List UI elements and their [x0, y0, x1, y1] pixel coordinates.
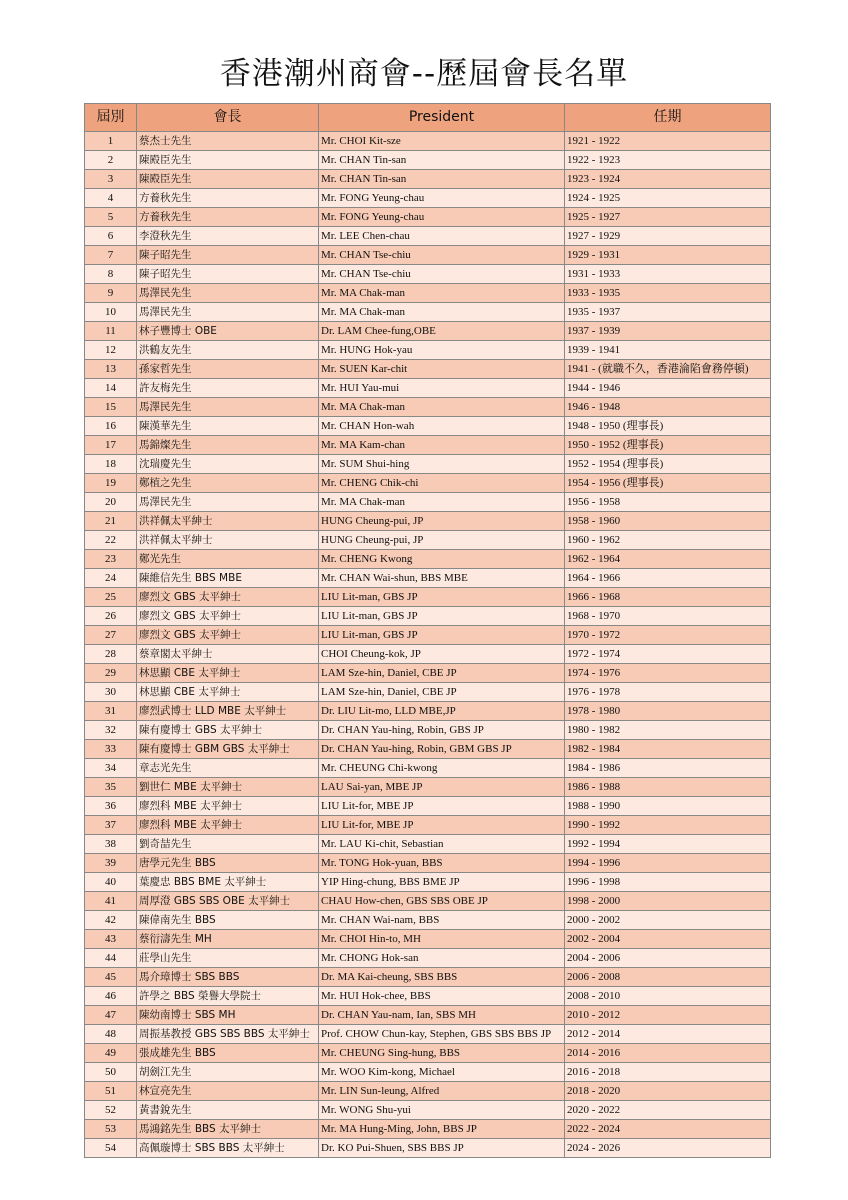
cell-term-number: 15 — [85, 398, 137, 417]
cell-term-period: 1929 - 1931 — [565, 246, 771, 265]
cell-english-name: Mr. TONG Hok-yuan, BBS — [319, 854, 565, 873]
table-row — [85, 854, 771, 873]
cell-term-number: 10 — [85, 303, 137, 322]
cell-chinese-name: 林思顯 CBE 太平紳士 — [137, 664, 319, 683]
cell-term-number: 8 — [85, 265, 137, 284]
cell-term-period: 1978 - 1980 — [565, 702, 771, 721]
table-row — [85, 379, 771, 398]
table-row — [85, 512, 771, 531]
cell-term-period: 1952 - 1954 (理事長) — [565, 455, 771, 474]
cell-chinese-name: 馬澤民先生 — [137, 284, 319, 303]
cell-chinese-name: 蔡杰士先生 — [137, 132, 319, 151]
cell-english-name: YIP Hing-chung, BBS BME JP — [319, 873, 565, 892]
cell-chinese-name: 林宣亮先生 — [137, 1082, 319, 1101]
table-row — [85, 398, 771, 417]
cell-chinese-name: 許學之 BBS 榮譽大學院士 — [137, 987, 319, 1006]
cell-chinese-name: 鄭光先生 — [137, 550, 319, 569]
cell-term-period: 1994 - 1996 — [565, 854, 771, 873]
cell-english-name: Mr. LAU Ki-chit, Sebastian — [319, 835, 565, 854]
cell-term-number: 36 — [85, 797, 137, 816]
cell-chinese-name: 廖烈武博士 LLD MBE 太平紳士 — [137, 702, 319, 721]
cell-english-name: Dr. CHAN Yau-hing, Robin, GBS JP — [319, 721, 565, 740]
cell-english-name: Mr. WONG Shu-yui — [319, 1101, 565, 1120]
cell-term-number: 46 — [85, 987, 137, 1006]
cell-english-name: Mr. HUI Hok-chee, BBS — [319, 987, 565, 1006]
table-row — [85, 626, 771, 645]
cell-term-period: 1958 - 1960 — [565, 512, 771, 531]
cell-term-number: 7 — [85, 246, 137, 265]
cell-chinese-name: 陳有慶博士 GBM GBS 太平紳士 — [137, 740, 319, 759]
table-row — [85, 987, 771, 1006]
cell-chinese-name: 陳幼南博士 SBS MH — [137, 1006, 319, 1025]
cell-english-name: Prof. CHOW Chun-kay, Stephen, GBS SBS BBS JP — [319, 1025, 565, 1044]
table-row — [85, 474, 771, 493]
page-title: 香港潮州商會--歷屆會長名單 — [219, 56, 629, 92]
cell-chinese-name: 陳偉南先生 BBS — [137, 911, 319, 930]
cell-term-period: 1980 - 1982 — [565, 721, 771, 740]
cell-term-period: 1988 - 1990 — [565, 797, 771, 816]
cell-term-number: 25 — [85, 588, 137, 607]
cell-term-period: 2020 - 2022 — [565, 1101, 771, 1120]
cell-term-period: 1925 - 1927 — [565, 208, 771, 227]
cell-term-period: 1937 - 1939 — [565, 322, 771, 341]
cell-term-number: 48 — [85, 1025, 137, 1044]
cell-english-name: Dr. KO Pui-Shuen, SBS BBS JP — [319, 1139, 565, 1158]
cell-chinese-name: 胡劍江先生 — [137, 1063, 319, 1082]
cell-term-period: 1974 - 1976 — [565, 664, 771, 683]
table-row — [85, 892, 771, 911]
cell-chinese-name: 陳子昭先生 — [137, 265, 319, 284]
cell-chinese-name: 馬錦燦先生 — [137, 436, 319, 455]
cell-chinese-name: 高佩璇博士 SBS BBS 太平紳士 — [137, 1139, 319, 1158]
table-row — [85, 797, 771, 816]
cell-term-number: 27 — [85, 626, 137, 645]
table-row — [85, 645, 771, 664]
cell-term-period: 1970 - 1972 — [565, 626, 771, 645]
cell-term-number: 33 — [85, 740, 137, 759]
cell-term-period: 1976 - 1978 — [565, 683, 771, 702]
cell-english-name: HUNG Cheung-pui, JP — [319, 531, 565, 550]
table-row — [85, 1063, 771, 1082]
table-body — [85, 132, 771, 1158]
cell-term-period: 2024 - 2026 — [565, 1139, 771, 1158]
cell-english-name: Mr. LIN Sun-leung, Alfred — [319, 1082, 565, 1101]
cell-chinese-name: 陳殿臣先生 — [137, 170, 319, 189]
cell-term-period: 1962 - 1964 — [565, 550, 771, 569]
cell-chinese-name: 周厚澄 GBS SBS OBE 太平紳士 — [137, 892, 319, 911]
table-row — [85, 246, 771, 265]
cell-term-period: 1972 - 1974 — [565, 645, 771, 664]
cell-term-period: 2022 - 2024 — [565, 1120, 771, 1139]
cell-chinese-name: 孫家哲先生 — [137, 360, 319, 379]
cell-english-name: Mr. CHONG Hok-san — [319, 949, 565, 968]
cell-term-number: 34 — [85, 759, 137, 778]
cell-english-name: Mr. MA Chak-man — [319, 493, 565, 512]
cell-term-number: 4 — [85, 189, 137, 208]
cell-chinese-name: 黃書銳先生 — [137, 1101, 319, 1120]
cell-chinese-name: 鄭植之先生 — [137, 474, 319, 493]
cell-term-period: 2010 - 2012 — [565, 1006, 771, 1025]
table-row — [85, 341, 771, 360]
cell-term-period: 1968 - 1970 — [565, 607, 771, 626]
cell-term-period: 2006 - 2008 — [565, 968, 771, 987]
cell-chinese-name: 蔡衍濤先生 MH — [137, 930, 319, 949]
table-row — [85, 227, 771, 246]
table-row — [85, 1044, 771, 1063]
cell-term-number: 14 — [85, 379, 137, 398]
cell-term-number: 44 — [85, 949, 137, 968]
cell-term-number: 45 — [85, 968, 137, 987]
cell-chinese-name: 馬澤民先生 — [137, 398, 319, 417]
cell-term-period: 1960 - 1962 — [565, 531, 771, 550]
table-row — [85, 873, 771, 892]
cell-chinese-name: 林思顯 CBE 太平紳士 — [137, 683, 319, 702]
cell-term-number: 35 — [85, 778, 137, 797]
cell-term-period: 1966 - 1968 — [565, 588, 771, 607]
cell-chinese-name: 方養秋先生 — [137, 208, 319, 227]
cell-english-name: CHAU How-chen, GBS SBS OBE JP — [319, 892, 565, 911]
cell-english-name: Dr. LIU Lit-mo, LLD MBE,JP — [319, 702, 565, 721]
table-row — [85, 778, 771, 797]
cell-english-name: Mr. MA Kam-chan — [319, 436, 565, 455]
table-row — [85, 322, 771, 341]
table-row — [85, 550, 771, 569]
cell-term-number: 6 — [85, 227, 137, 246]
cell-chinese-name: 莊學山先生 — [137, 949, 319, 968]
cell-term-period: 1986 - 1988 — [565, 778, 771, 797]
cell-english-name: Mr. WOO Kim-kong, Michael — [319, 1063, 565, 1082]
table-row — [85, 1006, 771, 1025]
cell-chinese-name: 馬鴻銘先生 BBS 太平紳士 — [137, 1120, 319, 1139]
cell-term-number: 1 — [85, 132, 137, 151]
cell-term-number: 3 — [85, 170, 137, 189]
cell-term-period: 2004 - 2006 — [565, 949, 771, 968]
table-row — [85, 607, 771, 626]
cell-term-number: 30 — [85, 683, 137, 702]
cell-term-period: 1984 - 1986 — [565, 759, 771, 778]
cell-chinese-name: 葉慶忠 BBS BME 太平紳士 — [137, 873, 319, 892]
cell-chinese-name: 沈瑞慶先生 — [137, 455, 319, 474]
cell-english-name: Dr. CHAN Yau-nam, Ian, SBS MH — [319, 1006, 565, 1025]
cell-term-period: 1933 - 1935 — [565, 284, 771, 303]
cell-term-period: 1941 - (就職不久，香港淪陷會務停頓) — [565, 360, 771, 379]
cell-term-number: 53 — [85, 1120, 137, 1139]
cell-term-number: 5 — [85, 208, 137, 227]
cell-english-name: Mr. LEE Chen-chau — [319, 227, 565, 246]
cell-term-number: 12 — [85, 341, 137, 360]
table-row — [85, 702, 771, 721]
cell-term-period: 1922 - 1923 — [565, 151, 771, 170]
cell-term-number: 24 — [85, 569, 137, 588]
cell-term-period: 2002 - 2004 — [565, 930, 771, 949]
cell-english-name: Mr. CHEUNG Chi-kwong — [319, 759, 565, 778]
cell-english-name: Dr. LAM Chee-fung,OBE — [319, 322, 565, 341]
cell-term-period: 1924 - 1925 — [565, 189, 771, 208]
header-term-number: 屆別 — [85, 104, 137, 132]
cell-term-number: 39 — [85, 854, 137, 873]
table-row — [85, 170, 771, 189]
table-row — [85, 1025, 771, 1044]
cell-chinese-name: 林子豐博士 OBE — [137, 322, 319, 341]
cell-term-number: 49 — [85, 1044, 137, 1063]
table-row — [85, 493, 771, 512]
cell-english-name: Mr. MA Chak-man — [319, 398, 565, 417]
cell-chinese-name: 陳漢華先生 — [137, 417, 319, 436]
table-row — [85, 455, 771, 474]
table-row — [85, 835, 771, 854]
cell-chinese-name: 蔡章閣太平紳士 — [137, 645, 319, 664]
table-row — [85, 911, 771, 930]
cell-term-period: 1923 - 1924 — [565, 170, 771, 189]
cell-term-number: 43 — [85, 930, 137, 949]
cell-chinese-name: 陳殿臣先生 — [137, 151, 319, 170]
cell-chinese-name: 洪祥佩太平紳士 — [137, 512, 319, 531]
cell-term-number: 20 — [85, 493, 137, 512]
cell-term-period: 1946 - 1948 — [565, 398, 771, 417]
cell-english-name: CHOI Cheung-kok, JP — [319, 645, 565, 664]
cell-english-name: Mr. CHENG Chik-chi — [319, 474, 565, 493]
table-row — [85, 303, 771, 322]
table-row — [85, 968, 771, 987]
cell-term-number: 54 — [85, 1139, 137, 1158]
cell-term-number: 52 — [85, 1101, 137, 1120]
cell-term-number: 2 — [85, 151, 137, 170]
cell-term-number: 22 — [85, 531, 137, 550]
cell-term-number: 17 — [85, 436, 137, 455]
cell-term-period: 1950 - 1952 (理事長) — [565, 436, 771, 455]
cell-term-number: 13 — [85, 360, 137, 379]
cell-english-name: LIU Lit-for, MBE JP — [319, 816, 565, 835]
table-row — [85, 132, 771, 151]
cell-term-number: 16 — [85, 417, 137, 436]
table-row — [85, 1101, 771, 1120]
table-row — [85, 189, 771, 208]
table-row — [85, 265, 771, 284]
table-row — [85, 208, 771, 227]
cell-english-name: LIU Lit-man, GBS JP — [319, 588, 565, 607]
cell-term-number: 28 — [85, 645, 137, 664]
cell-term-period: 1998 - 2000 — [565, 892, 771, 911]
cell-term-period: 2014 - 2016 — [565, 1044, 771, 1063]
header-term-period: 任期 — [565, 104, 771, 132]
cell-term-number: 47 — [85, 1006, 137, 1025]
table-row — [85, 531, 771, 550]
cell-term-period: 1996 - 1998 — [565, 873, 771, 892]
cell-term-period: 2016 - 2018 — [565, 1063, 771, 1082]
cell-term-number: 11 — [85, 322, 137, 341]
cell-term-period: 2000 - 2002 — [565, 911, 771, 930]
cell-english-name: Mr. HUI Yau-mui — [319, 379, 565, 398]
table-row — [85, 360, 771, 379]
table-row — [85, 664, 771, 683]
table-row — [85, 436, 771, 455]
cell-english-name: LIU Lit-man, GBS JP — [319, 626, 565, 645]
cell-term-period: 1939 - 1941 — [565, 341, 771, 360]
cell-term-number: 21 — [85, 512, 137, 531]
cell-term-period: 1992 - 1994 — [565, 835, 771, 854]
cell-term-number: 23 — [85, 550, 137, 569]
cell-term-number: 38 — [85, 835, 137, 854]
cell-term-period: 1927 - 1929 — [565, 227, 771, 246]
cell-term-number: 50 — [85, 1063, 137, 1082]
cell-english-name: Mr. CHEUNG Sing-hung, BBS — [319, 1044, 565, 1063]
cell-chinese-name: 洪祥佩太平紳士 — [137, 531, 319, 550]
header-english-name: President — [319, 104, 565, 132]
cell-term-number: 37 — [85, 816, 137, 835]
cell-english-name: LIU Lit-man, GBS JP — [319, 607, 565, 626]
cell-chinese-name: 馬澤民先生 — [137, 303, 319, 322]
cell-english-name: Mr. MA Hung-Ming, John, BBS JP — [319, 1120, 565, 1139]
table-row — [85, 417, 771, 436]
cell-chinese-name: 劉世仁 MBE 太平紳士 — [137, 778, 319, 797]
cell-english-name: Mr. MA Chak-man — [319, 284, 565, 303]
table-row — [85, 816, 771, 835]
cell-term-period: 1990 - 1992 — [565, 816, 771, 835]
table-row — [85, 740, 771, 759]
cell-english-name: Mr. CHAN Wai-nam, BBS — [319, 911, 565, 930]
table-row — [85, 949, 771, 968]
cell-term-period: 1948 - 1950 (理事長) — [565, 417, 771, 436]
table-row — [85, 1139, 771, 1158]
cell-english-name: Mr. CHOI Hin-to, MH — [319, 930, 565, 949]
cell-chinese-name: 陳子昭先生 — [137, 246, 319, 265]
cell-term-number: 19 — [85, 474, 137, 493]
cell-term-period: 1982 - 1984 — [565, 740, 771, 759]
cell-english-name: Dr. CHAN Yau-hing, Robin, GBM GBS JP — [319, 740, 565, 759]
cell-term-number: 9 — [85, 284, 137, 303]
cell-chinese-name: 馬介璋博士 SBS BBS — [137, 968, 319, 987]
cell-term-period: 1954 - 1956 (理事長) — [565, 474, 771, 493]
cell-term-number: 26 — [85, 607, 137, 626]
cell-term-number: 18 — [85, 455, 137, 474]
cell-chinese-name: 廖烈科 MBE 太平紳士 — [137, 816, 319, 835]
table-row — [85, 1120, 771, 1139]
table-header-row — [85, 104, 771, 132]
table-row — [85, 588, 771, 607]
cell-english-name: LIU Lit-for, MBE JP — [319, 797, 565, 816]
cell-chinese-name: 廖烈科 MBE 太平紳士 — [137, 797, 319, 816]
cell-chinese-name: 張成雄先生 BBS — [137, 1044, 319, 1063]
cell-english-name: Mr. MA Chak-man — [319, 303, 565, 322]
cell-chinese-name: 章志光先生 — [137, 759, 319, 778]
cell-english-name: Mr. SUM Shui-hing — [319, 455, 565, 474]
header-chinese-name: 會長 — [137, 104, 319, 132]
cell-chinese-name: 唐學元先生 BBS — [137, 854, 319, 873]
cell-english-name: Mr. FONG Yeung-chau — [319, 189, 565, 208]
cell-term-number: 32 — [85, 721, 137, 740]
cell-chinese-name: 劉奇喆先生 — [137, 835, 319, 854]
cell-chinese-name: 廖烈文 GBS 太平紳士 — [137, 607, 319, 626]
cell-term-period: 2018 - 2020 — [565, 1082, 771, 1101]
cell-english-name: Mr. FONG Yeung-chau — [319, 208, 565, 227]
table-row — [85, 759, 771, 778]
cell-term-period: 1956 - 1958 — [565, 493, 771, 512]
table-row — [85, 721, 771, 740]
cell-english-name: Mr. CHAN Hon-wah — [319, 417, 565, 436]
cell-chinese-name: 洪鶴友先生 — [137, 341, 319, 360]
cell-term-period: 2012 - 2014 — [565, 1025, 771, 1044]
cell-english-name: Mr. CHOI Kit-sze — [319, 132, 565, 151]
cell-chinese-name: 廖烈文 GBS 太平紳士 — [137, 626, 319, 645]
cell-english-name: Mr. CHAN Tin-san — [319, 151, 565, 170]
cell-english-name: Mr. CHAN Tse-chiu — [319, 265, 565, 284]
cell-english-name: HUNG Cheung-pui, JP — [319, 512, 565, 531]
cell-english-name: LAU Sai-yan, MBE JP — [319, 778, 565, 797]
table-row — [85, 284, 771, 303]
cell-english-name: Mr. HUNG Hok-yau — [319, 341, 565, 360]
table-row — [85, 930, 771, 949]
cell-english-name: Mr. CHENG Kwong — [319, 550, 565, 569]
cell-english-name: LAM Sze-hin, Daniel, CBE JP — [319, 683, 565, 702]
cell-term-number: 29 — [85, 664, 137, 683]
table-row — [85, 151, 771, 170]
cell-term-period: 1964 - 1966 — [565, 569, 771, 588]
cell-chinese-name: 廖烈文 GBS 太平紳士 — [137, 588, 319, 607]
cell-english-name: Mr. CHAN Tin-san — [319, 170, 565, 189]
presidents-table — [84, 103, 771, 1158]
cell-term-number: 51 — [85, 1082, 137, 1101]
cell-english-name: Mr. CHAN Tse-chiu — [319, 246, 565, 265]
cell-chinese-name: 陳維信先生 BBS MBE — [137, 569, 319, 588]
cell-term-number: 42 — [85, 911, 137, 930]
cell-chinese-name: 馬澤民先生 — [137, 493, 319, 512]
cell-term-period: 1931 - 1933 — [565, 265, 771, 284]
cell-chinese-name: 許友梅先生 — [137, 379, 319, 398]
cell-term-period: 2008 - 2010 — [565, 987, 771, 1006]
table-row — [85, 683, 771, 702]
cell-english-name: Dr. MA Kai-cheung, SBS BBS — [319, 968, 565, 987]
cell-english-name: LAM Sze-hin, Daniel, CBE JP — [319, 664, 565, 683]
cell-term-period: 1935 - 1937 — [565, 303, 771, 322]
cell-term-period: 1944 - 1946 — [565, 379, 771, 398]
cell-chinese-name: 李澄秋先生 — [137, 227, 319, 246]
table-row — [85, 569, 771, 588]
cell-chinese-name: 方養秋先生 — [137, 189, 319, 208]
cell-english-name: Mr. CHAN Wai-shun, BBS MBE — [319, 569, 565, 588]
cell-term-number: 31 — [85, 702, 137, 721]
cell-english-name: Mr. SUEN Kar-chit — [319, 360, 565, 379]
cell-chinese-name: 周振基教授 GBS SBS BBS 太平紳士 — [137, 1025, 319, 1044]
cell-term-period: 1921 - 1922 — [565, 132, 771, 151]
cell-chinese-name: 陳有慶博士 GBS 太平紳士 — [137, 721, 319, 740]
cell-term-number: 41 — [85, 892, 137, 911]
table-row — [85, 1082, 771, 1101]
cell-term-number: 40 — [85, 873, 137, 892]
